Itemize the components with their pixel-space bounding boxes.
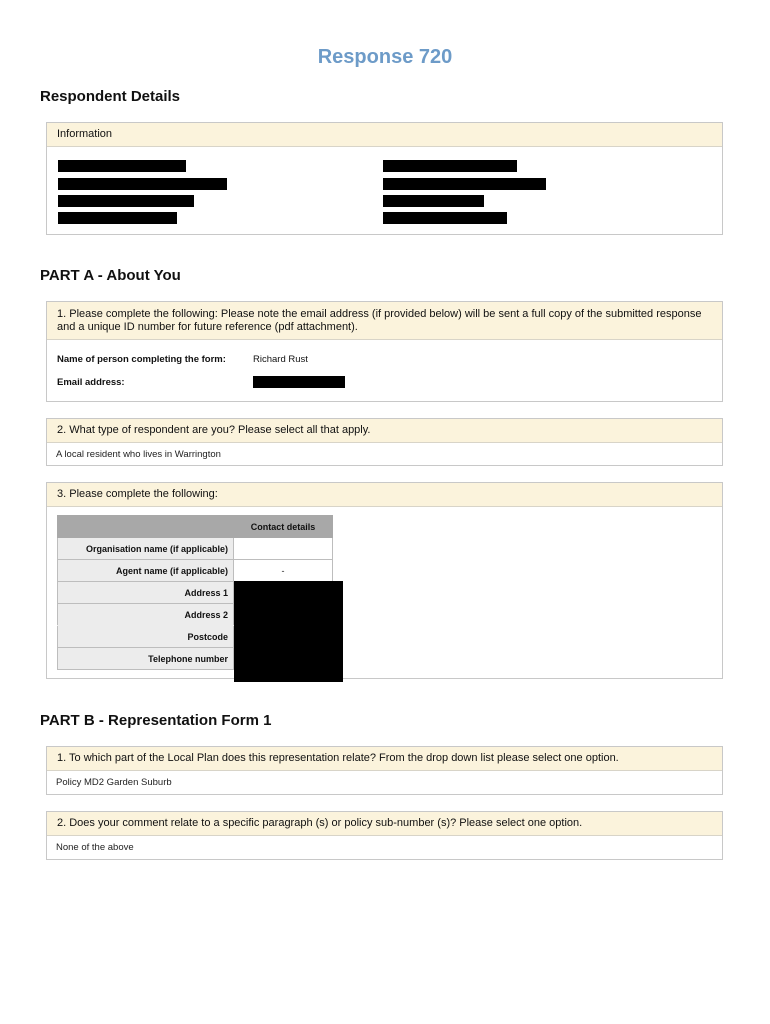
part-b-q2-box <box>46 811 723 860</box>
redacted-block <box>383 195 484 207</box>
row-label: Address 1 <box>58 582 234 604</box>
name-label: Name of person completing the form: <box>57 354 226 365</box>
respondent-info-box-title: Information <box>47 123 722 147</box>
respondent-details-heading: Respondent Details <box>40 88 181 105</box>
part-a-q1-box <box>46 301 723 402</box>
table-header-blank <box>58 516 234 538</box>
table-header-contact-details: Contact details <box>234 516 333 538</box>
part-a-heading: PART A - About You <box>40 267 181 284</box>
row-label: Organisation name (if applicable) <box>58 538 234 560</box>
part-a-q2-box <box>46 418 723 466</box>
part-b-q1-box <box>46 746 723 795</box>
respondent-info-box <box>46 122 723 235</box>
part-a-q1-body <box>47 340 722 404</box>
row-value <box>234 538 333 560</box>
row-label: Telephone number <box>58 648 234 670</box>
part-b-q1-question: 1. To which part of the Local Plan does this representation relate? From the drop down list please select one option. <box>47 747 722 771</box>
part-b-q1-answer: Policy MD2 Garden Suburb <box>56 777 172 788</box>
redacted-block <box>58 160 186 172</box>
part-b-heading: PART B - Representation Form 1 <box>40 712 272 729</box>
respondent-info-body <box>47 147 722 235</box>
redacted-block <box>383 212 507 224</box>
part-a-q1-question: 1. Please complete the following: Please note the email address (if provided below) will be sent a full copy of the submitted response and a unique ID number for future reference (pdf attachment). <box>47 302 722 340</box>
redacted-block <box>383 178 546 190</box>
row-label: Postcode <box>58 626 234 648</box>
row-label: Agent name (if applicable) <box>58 560 234 582</box>
part-a-q2-answer: A local resident who lives in Warrington <box>56 449 221 460</box>
part-b-q2-question: 2. Does your comment relate to a specific paragraph (s) or policy sub-number (s)? Please select one option. <box>47 812 722 836</box>
page-title: Response 720 <box>317 46 453 68</box>
table-row <box>58 538 333 560</box>
row-label: Address 2 <box>58 604 234 626</box>
table-row <box>58 560 333 582</box>
redacted-email <box>253 376 345 388</box>
part-a-q2-question: 2. What type of respondent are you? Please select all that apply. <box>47 419 722 443</box>
redacted-contact-block <box>234 581 343 682</box>
name-value: Richard Rust <box>253 354 308 365</box>
redacted-block <box>58 178 227 190</box>
part-b-q2-answer: None of the above <box>56 842 134 853</box>
part-a-q3-body <box>47 507 722 679</box>
table-header-row <box>58 516 333 538</box>
redacted-block <box>383 160 517 172</box>
redacted-block <box>58 195 194 207</box>
part-a-q3-box <box>46 482 723 679</box>
email-label: Email address: <box>57 377 125 388</box>
part-a-q3-question: 3. Please complete the following: <box>47 483 722 507</box>
redacted-block <box>58 212 177 224</box>
row-value: - <box>234 560 333 582</box>
